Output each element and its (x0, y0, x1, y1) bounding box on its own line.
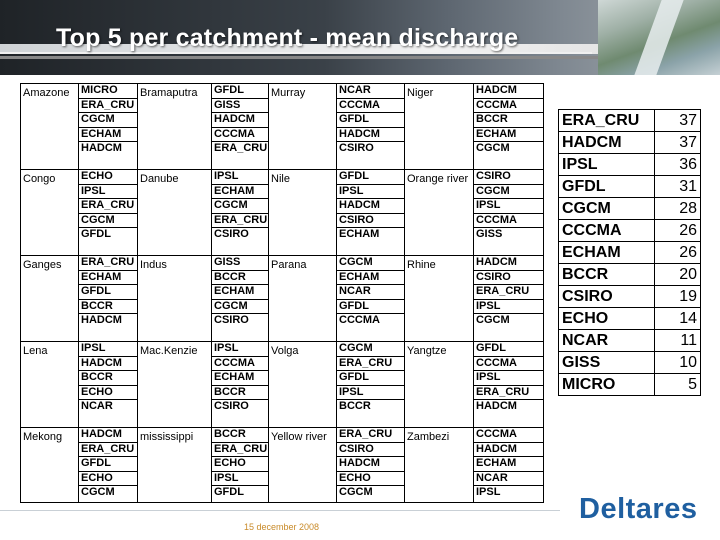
summary-row (559, 264, 701, 286)
summary-count: 26 (655, 220, 701, 242)
catchment-name-cell (138, 256, 212, 342)
model-name: CGCM (337, 342, 404, 357)
model-list (474, 256, 543, 328)
model-name: IPSL (79, 342, 137, 357)
model-list (474, 428, 543, 500)
catchment-models-cell (337, 256, 405, 342)
summary-row (559, 220, 701, 242)
catchment-name: Parana (271, 259, 307, 271)
model-name: ECHAM (474, 128, 543, 143)
model-name: MICRO (79, 84, 137, 99)
model-name: ERA_CRU (337, 357, 404, 372)
catchment-name: Amazone (23, 87, 70, 99)
model-name: ECHO (79, 170, 137, 185)
summary-row (559, 110, 701, 132)
summary-count: 11 (655, 330, 701, 352)
catchment-name: Yangtze (407, 345, 447, 357)
catchment-name-cell (269, 170, 337, 256)
catchment-name-cell (138, 84, 212, 170)
summary-model: HADCM (559, 132, 655, 154)
summary-model: ECHO (559, 308, 655, 330)
model-name: GFDL (337, 300, 404, 315)
model-name: CGCM (79, 113, 137, 128)
catchment-models-cell (337, 428, 405, 503)
summary-row (559, 154, 701, 176)
model-name: CCCMA (474, 99, 543, 114)
model-name: GISS (212, 256, 268, 271)
catchment-models-cell (212, 428, 269, 503)
model-list (337, 342, 404, 414)
catchment-models-cell (212, 256, 269, 342)
model-name: ECHO (79, 386, 137, 401)
table-row (21, 342, 544, 428)
catchment-name-cell (21, 342, 79, 428)
model-name: IPSL (474, 199, 543, 214)
catchment-name: mississippi (140, 431, 194, 443)
model-name: BCCR (79, 300, 137, 315)
summary-row (559, 242, 701, 264)
model-name: CSIRO (214, 400, 249, 412)
summary-row (559, 198, 701, 220)
catchment-name-cell (405, 342, 474, 428)
catchment-models-cell (337, 84, 405, 170)
model-name: NCAR (337, 285, 404, 300)
model-name: HADCM (474, 84, 543, 99)
catchment-name: Niger (407, 87, 434, 99)
model-name: CSIRO (214, 228, 249, 240)
model-name: BCCR (339, 400, 371, 412)
summary-count: 5 (655, 374, 701, 396)
model-list (212, 342, 268, 414)
summary-model: CSIRO (559, 286, 655, 308)
catchment-models-cell (474, 342, 544, 428)
model-name: HADCM (212, 113, 268, 128)
model-name: IPSL (79, 185, 137, 200)
catchment-models-cell (474, 256, 544, 342)
model-name: ECHAM (212, 185, 268, 200)
footer-divider (0, 510, 560, 511)
model-list (212, 428, 268, 500)
catchment-models-cell (337, 342, 405, 428)
summary-count: 14 (655, 308, 701, 330)
model-name: CSIRO (474, 170, 543, 185)
catchment-name-cell (269, 428, 337, 503)
summary-model: CCCMA (559, 220, 655, 242)
summary-model: ECHAM (559, 242, 655, 264)
table-row (21, 170, 544, 256)
model-name: GFDL (474, 342, 543, 357)
model-name: GFDL (337, 371, 404, 386)
model-list (474, 84, 543, 156)
model-name: CCCMA (337, 99, 404, 114)
model-name: ECHAM (339, 228, 380, 240)
model-name: BCCR (212, 428, 268, 443)
model-name: GFDL (79, 457, 137, 472)
catchment-name: Yellow river (271, 431, 327, 443)
catchment-name-cell (405, 84, 474, 170)
model-list (337, 428, 404, 500)
model-name: HADCM (79, 357, 137, 372)
model-name: CCCMA (474, 214, 543, 229)
summary-row (559, 308, 701, 330)
catchment-models-cell (79, 170, 138, 256)
catchment-name-cell (269, 342, 337, 428)
summary-model: NCAR (559, 330, 655, 352)
model-name: BCCR (212, 386, 268, 401)
model-name: GFDL (81, 228, 111, 240)
summary-row (559, 132, 701, 154)
model-name: ERA_CRU (212, 443, 268, 458)
model-name: ERA_CRU (212, 214, 268, 229)
model-name: GFDL (337, 170, 404, 185)
summary-count: 36 (655, 154, 701, 176)
model-name: IPSL (212, 342, 268, 357)
catchment-name: Ganges (23, 259, 62, 271)
model-name: BCCR (212, 271, 268, 286)
model-name: BCCR (79, 371, 137, 386)
summary-model: BCCR (559, 264, 655, 286)
model-list (212, 84, 268, 156)
catchment-name-cell (21, 84, 79, 170)
model-name: CGCM (337, 256, 404, 271)
model-name: IPSL (474, 300, 543, 315)
model-name: NCAR (337, 84, 404, 99)
model-name: HADCM (337, 128, 404, 143)
model-name: CSIRO (339, 142, 374, 154)
summary-row (559, 374, 701, 396)
catchment-name: Rhine (407, 259, 436, 271)
model-count-table (558, 109, 701, 396)
model-name: IPSL (212, 472, 268, 487)
model-name: CSIRO (474, 271, 543, 286)
model-list (79, 170, 137, 242)
model-name: CCCMA (339, 314, 380, 326)
model-name: CSIRO (337, 443, 404, 458)
table-row (21, 256, 544, 342)
catchment-name: Orange river (407, 173, 469, 185)
model-name: ERA_CRU (214, 142, 268, 154)
model-name: BCCR (474, 113, 543, 128)
model-name: ECHAM (79, 128, 137, 143)
model-list (337, 256, 404, 328)
model-name: ECHAM (474, 457, 543, 472)
summary-model: ERA_CRU (559, 110, 655, 132)
model-name: GISS (212, 99, 268, 114)
catchment-models-cell (212, 342, 269, 428)
catchment-name: Indus (140, 259, 167, 271)
summary-row (559, 286, 701, 308)
catchment-name: Mekong (23, 431, 63, 443)
model-name: IPSL (474, 371, 543, 386)
model-list (79, 342, 137, 414)
model-name: ERA_CRU (474, 285, 543, 300)
catchment-name-cell (405, 256, 474, 342)
model-name: NCAR (81, 400, 113, 412)
model-name: CCCMA (212, 128, 268, 143)
model-name: ECHO (337, 472, 404, 487)
model-name: HADCM (476, 400, 517, 412)
catchment-name: Volga (271, 345, 299, 357)
catchment-name: Danube (140, 173, 179, 185)
table-row (21, 84, 544, 170)
catchment-models-cell (79, 428, 138, 503)
model-name: ECHO (212, 457, 268, 472)
model-name: CGCM (476, 314, 510, 326)
header-banner (0, 0, 720, 75)
catchment-name: Congo (23, 173, 56, 185)
model-name: ERA_CRU (474, 386, 543, 401)
model-name: HADCM (79, 428, 137, 443)
model-name: HADCM (337, 457, 404, 472)
model-name: CGCM (212, 199, 268, 214)
page-title: Top 5 per catchment - mean discharge (56, 24, 519, 52)
model-name: IPSL (476, 486, 501, 498)
summary-model: MICRO (559, 374, 655, 396)
catchment-name: Lena (23, 345, 48, 357)
model-list (79, 428, 137, 500)
model-list (79, 256, 137, 328)
model-list (212, 256, 268, 328)
model-name: CGCM (474, 185, 543, 200)
model-name: HADCM (81, 142, 122, 154)
model-name: HADCM (337, 199, 404, 214)
summary-row (559, 330, 701, 352)
model-name: NCAR (474, 472, 543, 487)
catchment-name: Murray (271, 87, 306, 99)
model-name: GFDL (214, 486, 244, 498)
model-name: IPSL (337, 185, 404, 200)
summary-model: IPSL (559, 154, 655, 176)
catchment-models-cell (79, 256, 138, 342)
catchment-models-cell (79, 342, 138, 428)
summary-model: CGCM (559, 198, 655, 220)
summary-model: GISS (559, 352, 655, 374)
catchment-models-cell (474, 170, 544, 256)
summary-row (559, 352, 701, 374)
summary-count: 37 (655, 132, 701, 154)
model-list (337, 170, 404, 242)
model-name: CGCM (79, 214, 137, 229)
footer-date: 15 december 2008 (244, 522, 320, 532)
model-name: IPSL (337, 386, 404, 401)
river-shape (634, 0, 683, 75)
catchment-name: Zambezi (407, 431, 450, 443)
model-name: ERA_CRU (79, 256, 137, 271)
catchment-name: Mac.Kenzie (140, 345, 198, 357)
model-list (79, 84, 137, 156)
catchment-models-cell (79, 84, 138, 170)
catchment-name-cell (138, 342, 212, 428)
table-row (21, 428, 544, 503)
model-name: HADCM (474, 443, 543, 458)
model-list (474, 342, 543, 414)
catchment-name-cell (138, 428, 212, 503)
model-name: GFDL (212, 84, 268, 99)
summary-count: 10 (655, 352, 701, 374)
summary-count: 19 (655, 286, 701, 308)
catchment-name-cell (21, 170, 79, 256)
model-name: HADCM (81, 314, 122, 326)
deltares-logo: Deltares (579, 493, 698, 525)
model-name: ECHO (79, 472, 137, 487)
model-name: ECHAM (212, 285, 268, 300)
model-list (337, 84, 404, 156)
model-name: ECHAM (212, 371, 268, 386)
model-name: GFDL (337, 113, 404, 128)
model-list (212, 170, 268, 242)
model-name: ERA_CRU (79, 443, 137, 458)
model-name: CCCMA (212, 357, 268, 372)
model-name: GFDL (79, 285, 137, 300)
model-name: GISS (476, 228, 503, 240)
summary-count: 20 (655, 264, 701, 286)
catchment-name-cell (269, 256, 337, 342)
model-name: CSIRO (214, 314, 249, 326)
catchment-table (20, 83, 544, 503)
catchment-models-cell (474, 84, 544, 170)
model-name: CGCM (476, 142, 510, 154)
summary-count: 26 (655, 242, 701, 264)
model-name: CGCM (212, 300, 268, 315)
model-name: CSIRO (337, 214, 404, 229)
model-name: CCCMA (474, 357, 543, 372)
summary-count: 31 (655, 176, 701, 198)
model-name: HADCM (474, 256, 543, 271)
model-name: CGCM (81, 486, 115, 498)
summary-model: GFDL (559, 176, 655, 198)
catchment-models-cell (212, 84, 269, 170)
catchment-name: Bramaputra (140, 87, 198, 99)
catchment-models-cell (337, 170, 405, 256)
catchment-name: Nile (271, 173, 290, 185)
catchment-name-cell (21, 256, 79, 342)
catchment-models-cell (212, 170, 269, 256)
model-name: ERA_CRU (79, 199, 137, 214)
summary-row (559, 176, 701, 198)
catchment-models-cell (474, 428, 544, 503)
model-name: ECHAM (337, 271, 404, 286)
model-list (474, 170, 543, 242)
model-name: ERA_CRU (337, 428, 404, 443)
summary-count: 28 (655, 198, 701, 220)
model-name: ECHAM (79, 271, 137, 286)
model-name: CGCM (339, 486, 373, 498)
catchment-name-cell (269, 84, 337, 170)
river-aerial-photo (598, 0, 720, 75)
catchment-name-cell (21, 428, 79, 503)
catchment-name-cell (138, 170, 212, 256)
model-name: IPSL (212, 170, 268, 185)
model-name: CCCMA (474, 428, 543, 443)
model-name: ERA_CRU (79, 99, 137, 114)
catchment-name-cell (405, 428, 474, 503)
summary-count: 37 (655, 110, 701, 132)
catchment-name-cell (405, 170, 474, 256)
